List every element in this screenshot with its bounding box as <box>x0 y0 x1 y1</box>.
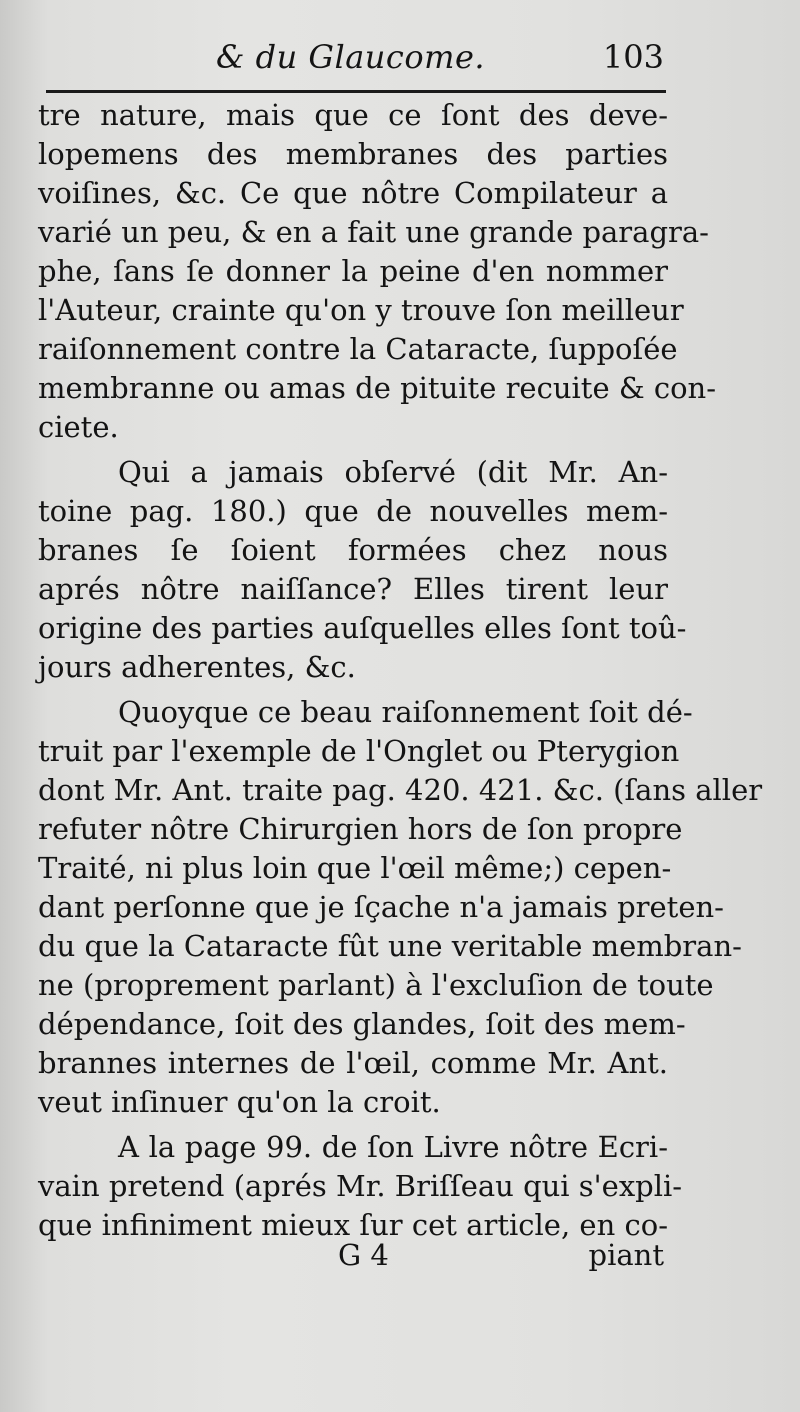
text-line: membranne ou amas de pituite recuite & con- <box>38 371 717 405</box>
quote-line: aprés nôtre naiſſance? Elles tirent leur <box>38 572 668 606</box>
quote-line: toine pag. 180.) que de nouvelles mem- <box>38 494 668 528</box>
text-line: A la page 99. de ſon Livre nôtre Ecri- <box>118 1130 668 1164</box>
quote-line: jours adherentes, &c. <box>38 650 356 684</box>
text-line: du que la Cataracte fût une veritable membran- <box>38 929 742 963</box>
text-line: raiſonnement contre la Cataracte, ſuppoſée <box>38 332 678 366</box>
running-title: & du Glaucome. <box>216 38 486 76</box>
signature-mark: G 4 <box>338 1238 389 1272</box>
text-line: brannes internes de l'œil, comme Mr. Ant. <box>38 1046 668 1080</box>
quote-line: origine des parties auſquelles elles ſont toû- <box>38 611 687 645</box>
body-text <box>38 96 763 1245</box>
page-number: 103 <box>602 38 664 76</box>
text-line: refuter nôtre Chirurgien hors de ſon propre <box>38 812 683 846</box>
text-line: dépendance, ſoit des glandes, ſoit des mem- <box>38 1007 686 1041</box>
text-line: ciete. <box>38 410 119 444</box>
catchword: piant <box>588 1238 664 1272</box>
text-line: Traité, ni plus loin que l'œil même;) cepen- <box>38 851 672 885</box>
text-line: varié un peu, & en a fait une grande paragra- <box>38 215 709 249</box>
quote-line: Qui a jamais obſervé (dit Mr. An- <box>118 455 668 489</box>
text-line: dant perſonne que je ſçache n'a jamais preten- <box>38 890 724 924</box>
quote-line: branes ſe ſoient formées chez nous <box>38 533 668 567</box>
text-line: voiſines, &c. Ce que nôtre Compilateur a <box>38 176 668 210</box>
text-line: vain pretend (aprés Mr. Briſſeau qui s'expli- <box>38 1169 683 1203</box>
text-line: que infiniment mieux ſur cet article, en co- <box>38 1208 668 1242</box>
text-line: Quoyque ce beau raiſonnement ſoit dé- <box>118 695 693 729</box>
page-header <box>46 30 668 86</box>
text-line: l'Auteur, crainte qu'on y trouve ſon meilleur <box>38 293 684 327</box>
text-line: tre nature, mais que ce ſont des deve- <box>38 98 668 132</box>
header-rule <box>46 90 666 93</box>
text-line: truit par l'exemple de l'Onglet ou Pterygion <box>38 734 680 768</box>
page-footer <box>38 1238 668 1278</box>
text-line: veut inſinuer qu'on la croit. <box>38 1085 441 1119</box>
text-line: phe, ſans ſe donner la peine d'en nommer <box>38 254 668 288</box>
text-line: lopemens des membranes des parties <box>38 137 668 171</box>
text-line: ne (proprement parlant) à l'excluſion de toute <box>38 968 714 1002</box>
text-line: dont Mr. Ant. traite pag. 420. 421. &c. (ſans aller <box>38 773 763 807</box>
